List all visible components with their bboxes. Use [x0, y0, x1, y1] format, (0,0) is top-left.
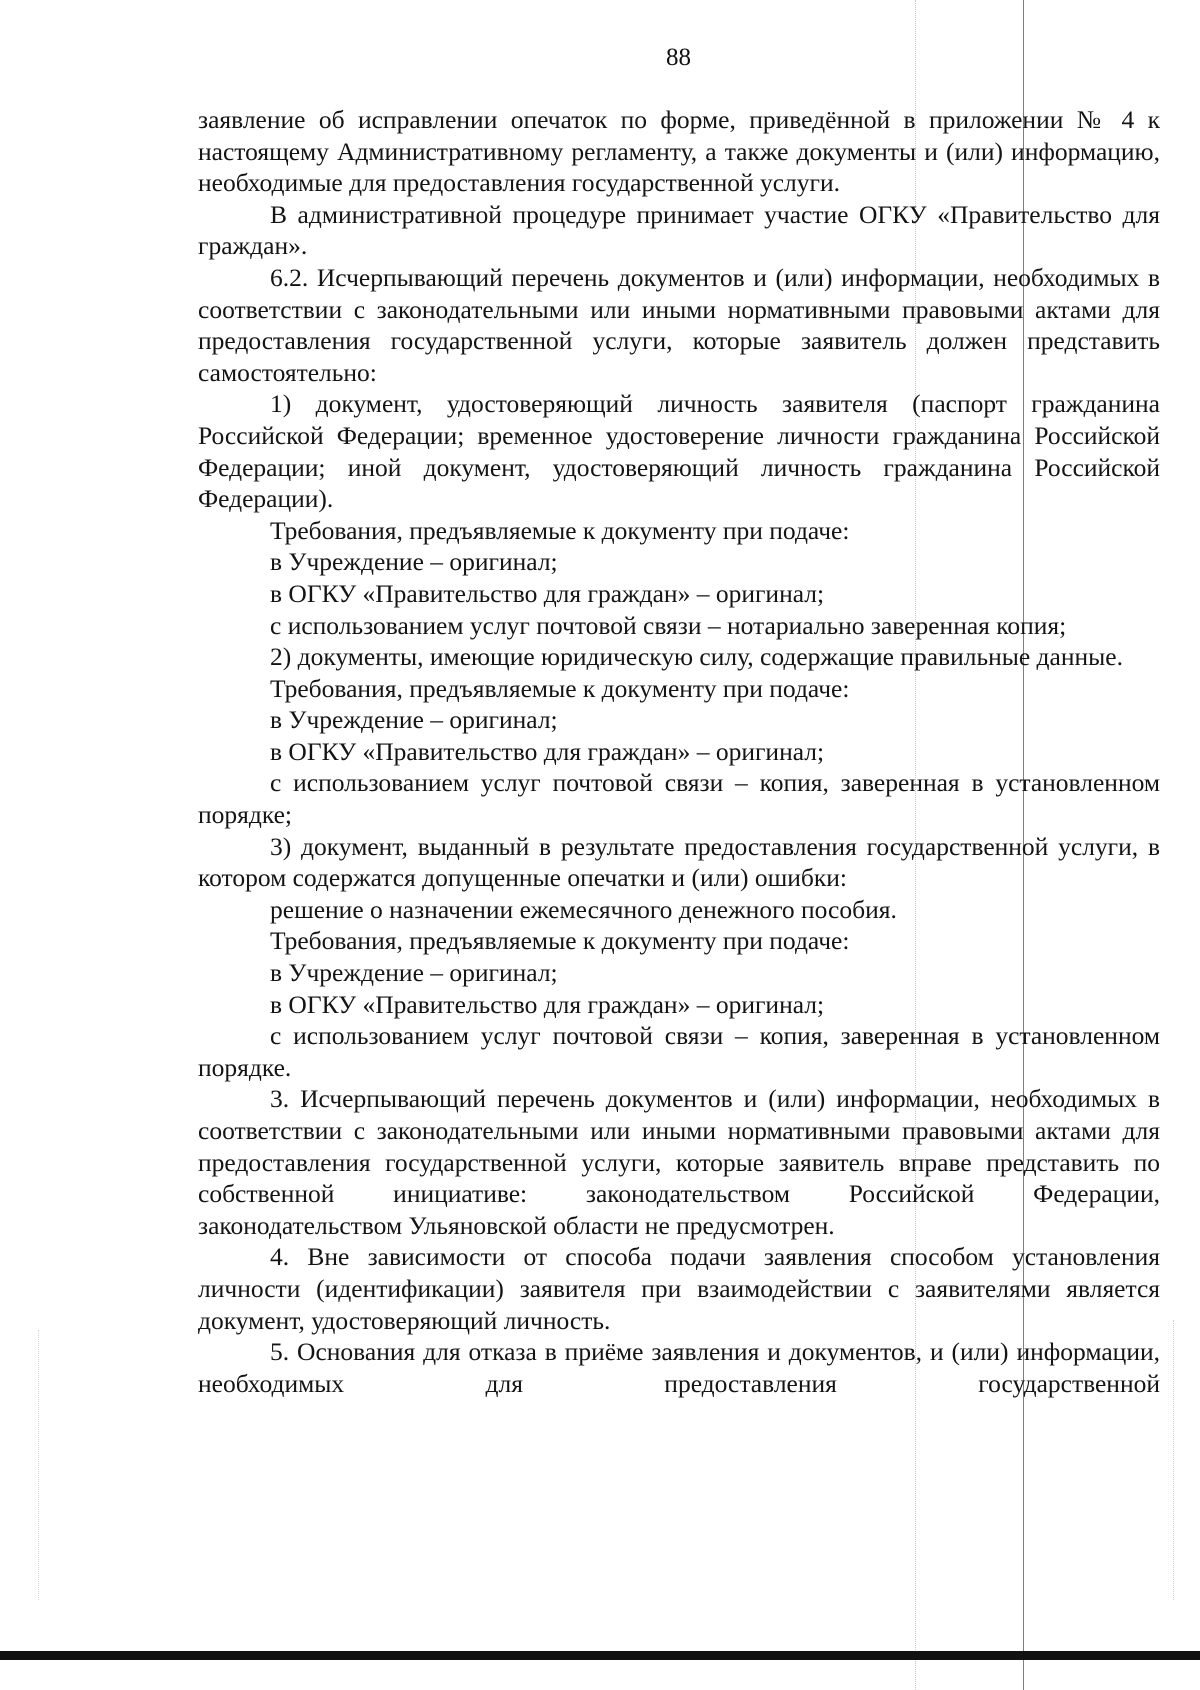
paragraph: Требования, предъявляемые к документу при подаче: — [270, 515, 850, 545]
paragraph: Требования, предъявляемые к документу при подаче: — [270, 673, 850, 703]
document-body — [198, 104, 1160, 1399]
paragraph: решение о назначении ежемесячного денежного пособия. — [270, 894, 897, 924]
paragraph: 6.2. Исчерпывающий перечень документов и (или) информации, необходимых в соответствии с законодательными или иными нормативными правовыми актами для предоставления государственной услуги, которые заявитель должен представить самостоятельно: — [198, 262, 1160, 387]
scan-artifact-line — [38, 1330, 39, 1600]
paragraph: в ОГКУ «Правительство для граждан» – оригинал; — [270, 989, 825, 1019]
paragraph: Требования, предъявляемые к документу при подаче: — [270, 926, 850, 956]
paragraph: 2) документы, имеющие юридическую силу, содержащие правильные данные. — [270, 642, 1123, 672]
paragraph: 5. Основания для отказа в приёме заявления и документов, и (или) информации, необходимых для предоставления государственной — [198, 1337, 1160, 1398]
paragraph: в ОГКУ «Правительство для граждан» – оригинал; — [270, 736, 825, 766]
paragraph: в Учреждение – оригинал; — [270, 958, 558, 988]
scan-artifact-line — [1173, 1320, 1174, 1600]
paragraph: 1) документ, удостоверяющий личность заявителя (паспорт гражданина Российской Федерации; временное удостоверение личности гражданина Российской Федерации; иной документ, удостоверяющий личность гражданина Российской Федерации). — [198, 389, 1160, 514]
paragraph: с использованием услуг почтовой связи – копия, заверенная в установленном порядке. — [198, 1021, 1160, 1082]
paragraph: заявление об исправлении опечаток по форме, приведённой в приложении № 4 к настоящему Административному регламенту, а также документы и (или) информацию, необходимые для предоставления государственной услуги. — [198, 105, 1160, 198]
scan-bottom-edge — [0, 1651, 1200, 1660]
paragraph: 3. Исчерпывающий перечень документов и (или) информации, необходимых в соответствии с законодательными или иными нормативными правовыми актами для предоставления государственной услуги, которые заявитель вправе представить по собственной инициативе: законодательством Российской Федерации, законодательством Ульяновской области не предусмотрен. — [198, 1084, 1160, 1240]
paragraph: в Учреждение – оригинал; — [270, 547, 558, 577]
paragraph: с использованием услуг почтовой связи – копия, заверенная в установленном порядке; — [198, 768, 1160, 830]
paragraph: В административной процедуре принимает участие ОГКУ «Правительство для граждан». — [198, 199, 1160, 261]
paragraph: в Учреждение – оригинал; — [270, 705, 558, 735]
paragraph: 3) документ, выданный в результате предоставления государственной услуги, в котором содержатся допущенные опечатки и (или) ошибки: — [198, 831, 1160, 893]
paragraph: в ОГКУ «Правительство для граждан» – оригинал; — [270, 578, 825, 608]
paragraph: 4. Вне зависимости от способа подачи заявления способом установления личности (идентификации) заявителя при взаимодействии с заявителями является документ, удостоверяющий личность. — [198, 1242, 1160, 1335]
page-number: 88 — [666, 44, 691, 71]
paragraph: с использованием услуг почтовой связи – нотариально заверенная копия; — [270, 610, 1067, 640]
